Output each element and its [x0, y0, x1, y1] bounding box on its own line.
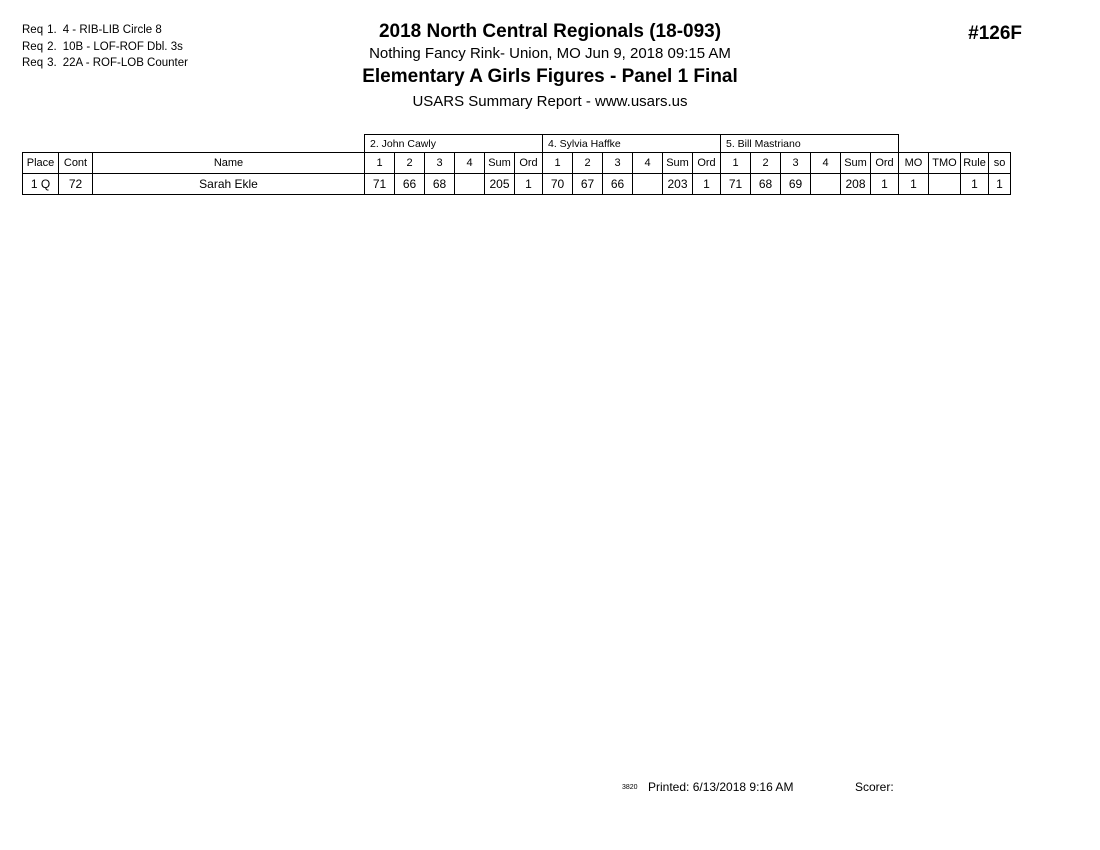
column-header-row [23, 153, 1011, 174]
requirement-label: Req [22, 40, 44, 53]
col-header-j1-score-3: 3 [425, 153, 455, 174]
judge-header-spacer [23, 135, 365, 153]
requirement-text: 10B - LOF-ROF Dbl. 3s [62, 40, 183, 53]
cell-j1-score-3: 68 [425, 174, 455, 195]
results-table-container [22, 134, 1011, 195]
col-header-j3-score-2: 2 [751, 153, 781, 174]
col-header-j1-ord: Ord [515, 153, 543, 174]
col-header-j3-score-1: 1 [721, 153, 751, 174]
footer-code: 3820 [622, 784, 638, 791]
cell-j1-sum: 205 [485, 174, 515, 195]
col-header-j2-score-1: 1 [543, 153, 573, 174]
judge-header-spacer-right [899, 135, 1011, 153]
cell-so: 1 [989, 174, 1011, 195]
col-header-j2-ord: Ord [693, 153, 721, 174]
col-header-mo: MO [899, 153, 929, 174]
col-header-j1-score-1: 1 [365, 153, 395, 174]
cell-place: 1 Q [23, 174, 59, 195]
judge-panel-3: 5. Bill Mastriano [721, 135, 899, 153]
document-header [0, 20, 1100, 113]
event-number: #126F [968, 23, 1022, 44]
cell-rule: 1 [961, 174, 989, 195]
col-header-cont: Cont [59, 153, 93, 174]
footer-scorer: Scorer: [855, 780, 894, 794]
cell-name: Sarah Ekle [93, 174, 365, 195]
report-line: USARS Summary Report - www.usars.us [412, 93, 688, 110]
col-header-j1-sum: Sum [485, 153, 515, 174]
col-header-tmo: TMO [929, 153, 961, 174]
col-header-j3-ord: Ord [871, 153, 899, 174]
col-header-j3-score-3: 3 [781, 153, 811, 174]
cell-j3-score-1: 71 [721, 174, 751, 195]
cell-j3-ord: 1 [871, 174, 899, 195]
cell-j2-ord: 1 [693, 174, 721, 195]
table-row [23, 174, 1011, 195]
col-header-j1-score-4: 4 [455, 153, 485, 174]
results-table [22, 134, 1011, 195]
cell-j3-score-3: 69 [781, 174, 811, 195]
col-header-j3-sum: Sum [841, 153, 871, 174]
footer-printed: Printed: 6/13/2018 9:16 AM [648, 780, 794, 794]
cell-j3-score-4 [811, 174, 841, 195]
venue-line: Nothing Fancy Rink- Union, MO Jun 9, 2018 09:15 AM [369, 45, 731, 62]
judge-panel-1: 2. John Cawly [365, 135, 543, 153]
cell-j1-ord: 1 [515, 174, 543, 195]
col-header-j2-score-3: 3 [603, 153, 633, 174]
requirement-text: 4 - RIB-LIB Circle 8 [62, 24, 162, 36]
cell-j1-score-2: 66 [395, 174, 425, 195]
col-header-j3-score-4: 4 [811, 153, 841, 174]
page-title: 2018 North Central Regionals (18-093) [378, 21, 722, 42]
cell-cont: 72 [59, 174, 93, 195]
col-header-j2-score-4: 4 [633, 153, 663, 174]
col-header-rule: Rule [961, 153, 989, 174]
cell-mo: 1 [899, 174, 929, 195]
cell-j2-score-4 [633, 174, 663, 195]
cell-j2-sum: 203 [663, 174, 693, 195]
col-header-place: Place [23, 153, 59, 174]
requirement-label: Req [22, 57, 44, 69]
event-title: Elementary A Girls Figures - Panel 1 Final [362, 66, 738, 87]
requirement-number: 1. [47, 24, 57, 36]
cell-j2-score-3: 66 [603, 174, 633, 195]
cell-j2-score-1: 70 [543, 174, 573, 195]
judge-panel-2: 4. Sylvia Haffke [543, 135, 721, 153]
cell-j1-score-1: 71 [365, 174, 395, 195]
col-header-j2-sum: Sum [663, 153, 693, 174]
cell-j1-score-4 [455, 174, 485, 195]
cell-j2-score-2: 67 [573, 174, 603, 195]
col-header-j1-score-2: 2 [395, 153, 425, 174]
col-header-j2-score-2: 2 [573, 153, 603, 174]
requirement-number: 2. [47, 40, 57, 53]
col-header-so: so [989, 153, 1011, 174]
requirement-label: Req [22, 24, 44, 36]
requirement-text: 22A - ROF-LOB Counter [62, 57, 188, 69]
judge-header-row [23, 135, 1011, 153]
cell-tmo [929, 174, 961, 195]
requirement-number: 3. [47, 57, 57, 69]
cell-j3-score-2: 68 [751, 174, 781, 195]
cell-j3-sum: 208 [841, 174, 871, 195]
col-header-name: Name [93, 153, 365, 174]
